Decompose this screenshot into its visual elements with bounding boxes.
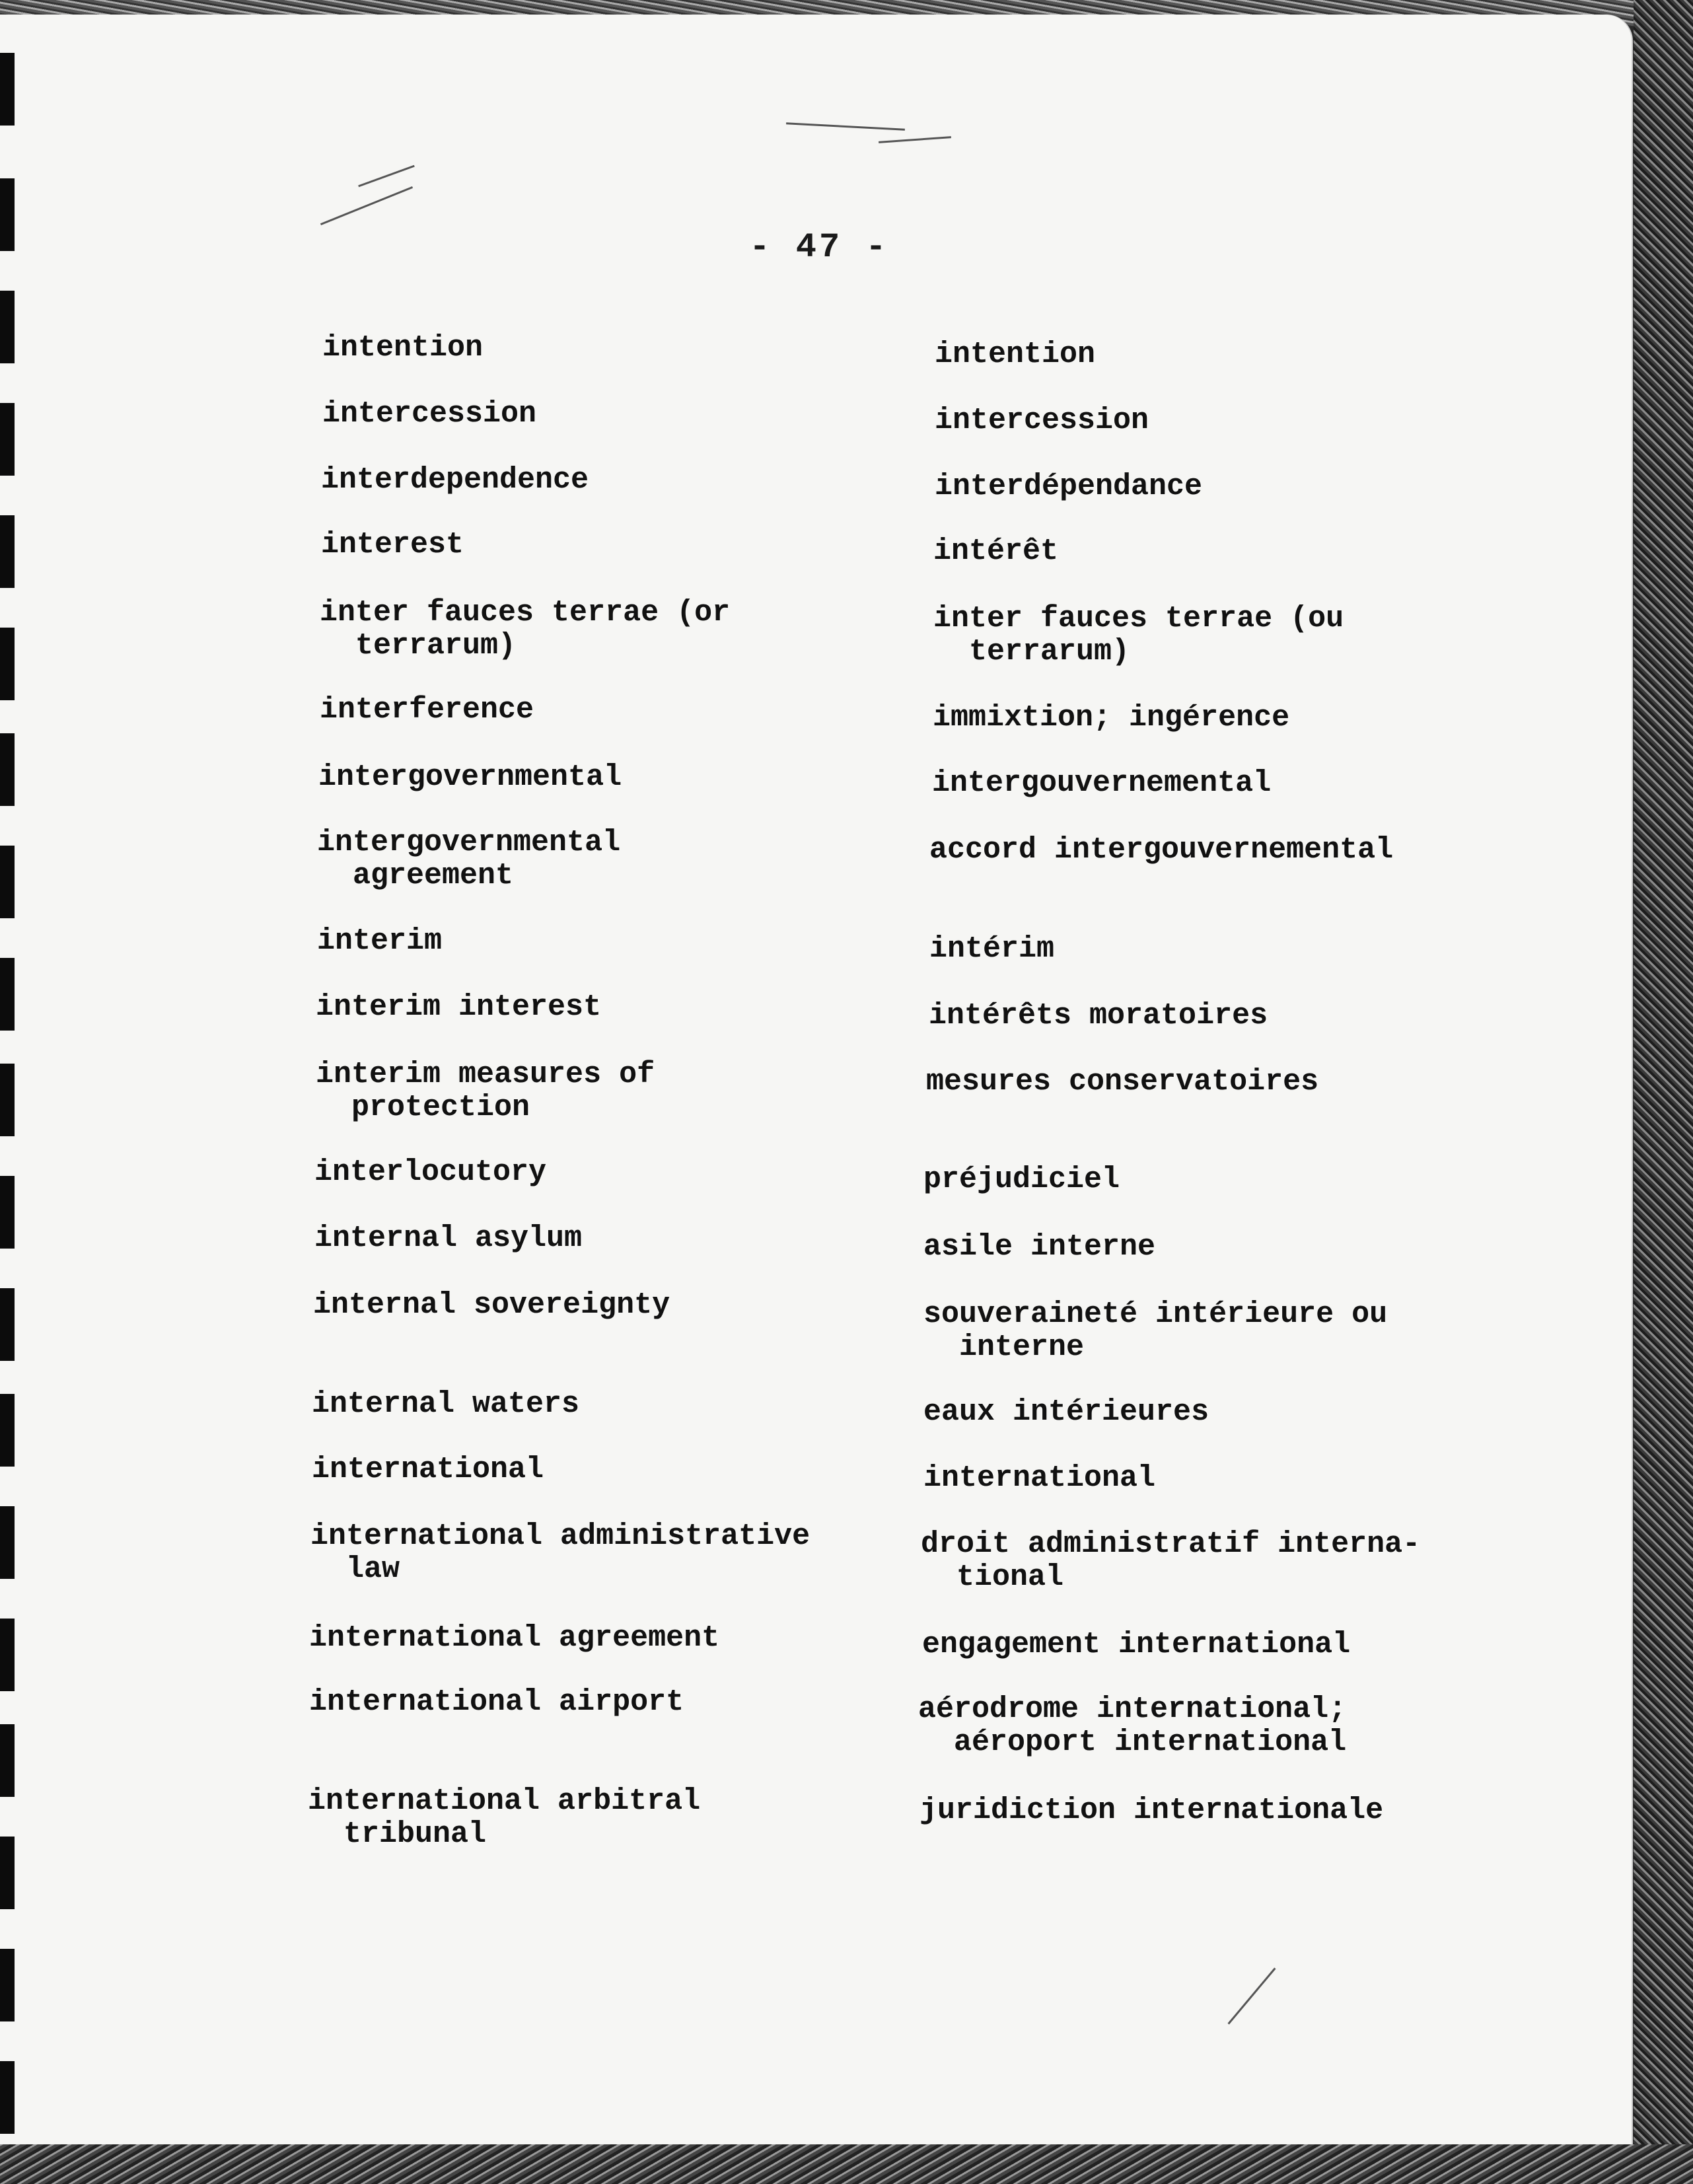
french-term: immixtion; ingérence [933,701,1290,735]
english-term: interim measures of protection [316,1058,655,1124]
english-term: internal sovereignty [313,1288,670,1322]
english-term: international agreement [309,1621,720,1655]
english-term: interest [321,528,464,562]
page-number: - 47 - [749,228,889,267]
english-term: internal asylum [314,1221,583,1255]
english-term: interim interest [316,990,602,1024]
french-term: intérêt [933,534,1059,568]
french-term: intérim [929,932,1055,966]
french-term: intention [935,338,1096,371]
french-term: eaux intérieures [923,1395,1209,1429]
english-term: international airport [309,1685,684,1719]
english-term: interim [317,924,443,958]
english-term: interference [320,693,534,727]
english-term: intergovernmental [318,760,622,794]
french-term: inter fauces terrae (ou terrarum) [933,602,1344,669]
english-term: intention [322,331,484,365]
french-term: juridiction internationale [919,1794,1384,1827]
english-term: intercession [322,397,537,431]
french-term: préjudiciel [923,1163,1120,1196]
french-term: intérêts moratoires [929,999,1268,1033]
english-term: interlocutory [314,1155,547,1189]
french-term: aérodrome international; aéroport international [918,1693,1347,1759]
french-term: asile interne [923,1230,1156,1264]
french-term: droit administratif interna- tional [921,1527,1421,1594]
french-term: interdépendance [935,470,1203,503]
french-term: souveraineté intérieure ou interne [923,1297,1388,1364]
english-term: inter fauces terrae (or terrarum) [320,596,731,663]
french-term: intercession [935,404,1149,437]
english-term: interdependence [321,463,589,497]
english-term: international [312,1453,544,1486]
french-term: accord intergouvernemental [929,833,1394,867]
english-term: internal waters [312,1387,580,1421]
french-term: international [923,1461,1156,1495]
french-term: mesures conservatoires [926,1065,1319,1099]
english-term: international administrative law [310,1519,810,1586]
french-term: engagement international [922,1628,1351,1661]
english-term: international arbitral tribunal [308,1784,701,1851]
english-term: intergovernmental agreement [317,826,621,892]
french-term: intergouvernemental [932,766,1272,800]
